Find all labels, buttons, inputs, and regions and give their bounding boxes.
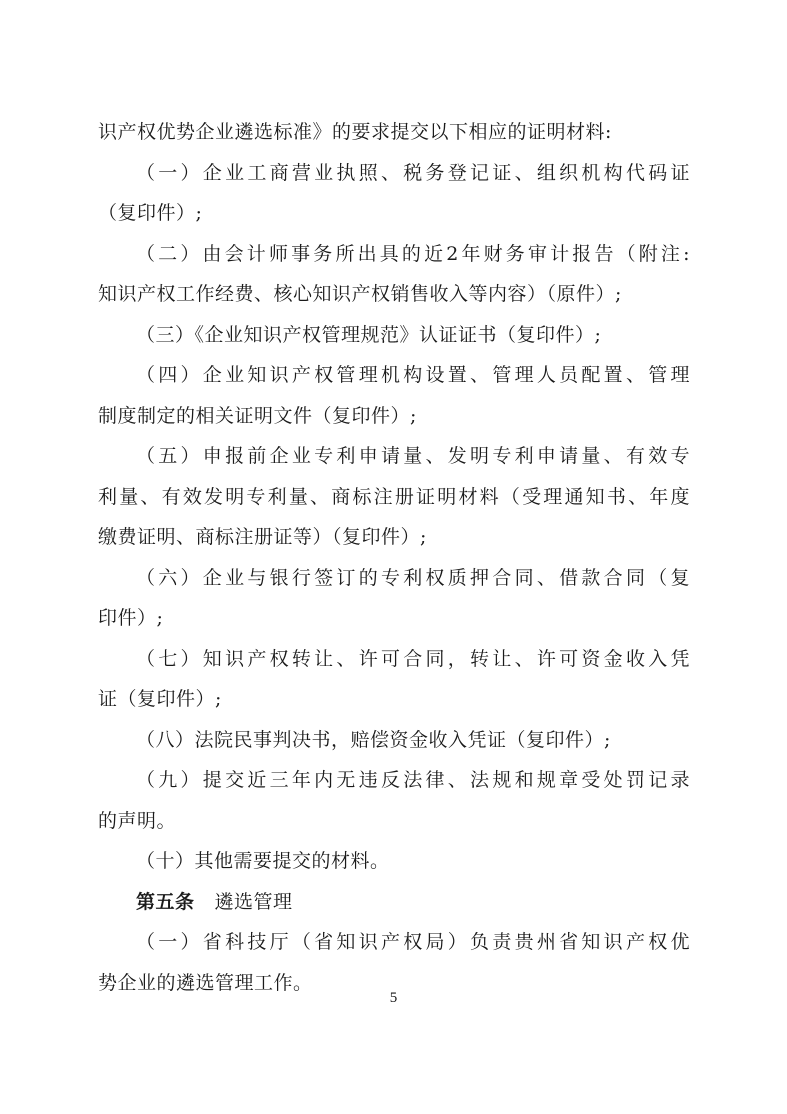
paragraph-block-requirements (98, 112, 690, 882)
article-5-heading (98, 882, 690, 923)
text-line: （六）企业与银行签订的专利权质押合同、借款合同（复 (136, 566, 690, 589)
text-line: 制度制定的相关证明文件（复印件）; (98, 404, 417, 427)
page-number: 5 (389, 990, 398, 1006)
text-line: （一）企业工商营业执照、税务登记证、组织机构代码证 (136, 161, 690, 184)
text-line: （五）申报前企业专利申请量、发明专利申请量、有效专 (136, 445, 690, 467)
text-line: 缴费证明、商标注册证等）（复印件）; (98, 526, 427, 548)
text-line: 势企业的遴选管理工作。 (98, 971, 313, 994)
article-title: 第五条 (136, 890, 195, 913)
text-line: （三）《企业知识产权管理规范》认证证书（复印件）; (136, 323, 602, 346)
text-line: 知识产权工作经费、核心知识产权销售收入等内容）（原件）; (98, 283, 622, 305)
text-line: （四）企业知识产权管理机构设置、管理人员配置、管理 (136, 364, 690, 386)
text-line: （八）法院民事判决书，赔偿资金收入凭证（复印件）; (136, 728, 611, 751)
text-line: （七）知识产权转让、许可合同，转让、许可资金收入凭 (136, 647, 690, 670)
text-line: 识产权优势企业遴选标准》的要求提交以下相应的证明材料: (98, 121, 612, 143)
article-heading: 遴选管理 (214, 890, 293, 913)
document-body (98, 112, 690, 1003)
text-line: 证（复印件）; (98, 688, 222, 710)
text-line: 的声明。 (98, 809, 177, 832)
text-line: （一）省科技厅（省知识产权局）负责贵州省知识产权优 (136, 931, 690, 953)
text-line: （复印件）; (98, 202, 203, 224)
text-line: （九）提交近三年内无违反法律、法规和规章受处罚记录 (136, 769, 690, 791)
text-line: （二）由会计师事务所出具的近2年财务审计报告（附注: (136, 242, 690, 265)
text-line: 利量、有效发明专利量、商标注册证明材料（受理通知书、年度 (98, 485, 690, 508)
text-line: （十）其他需要提交的材料。 (136, 850, 390, 872)
text-line: 印件）; (98, 607, 164, 629)
